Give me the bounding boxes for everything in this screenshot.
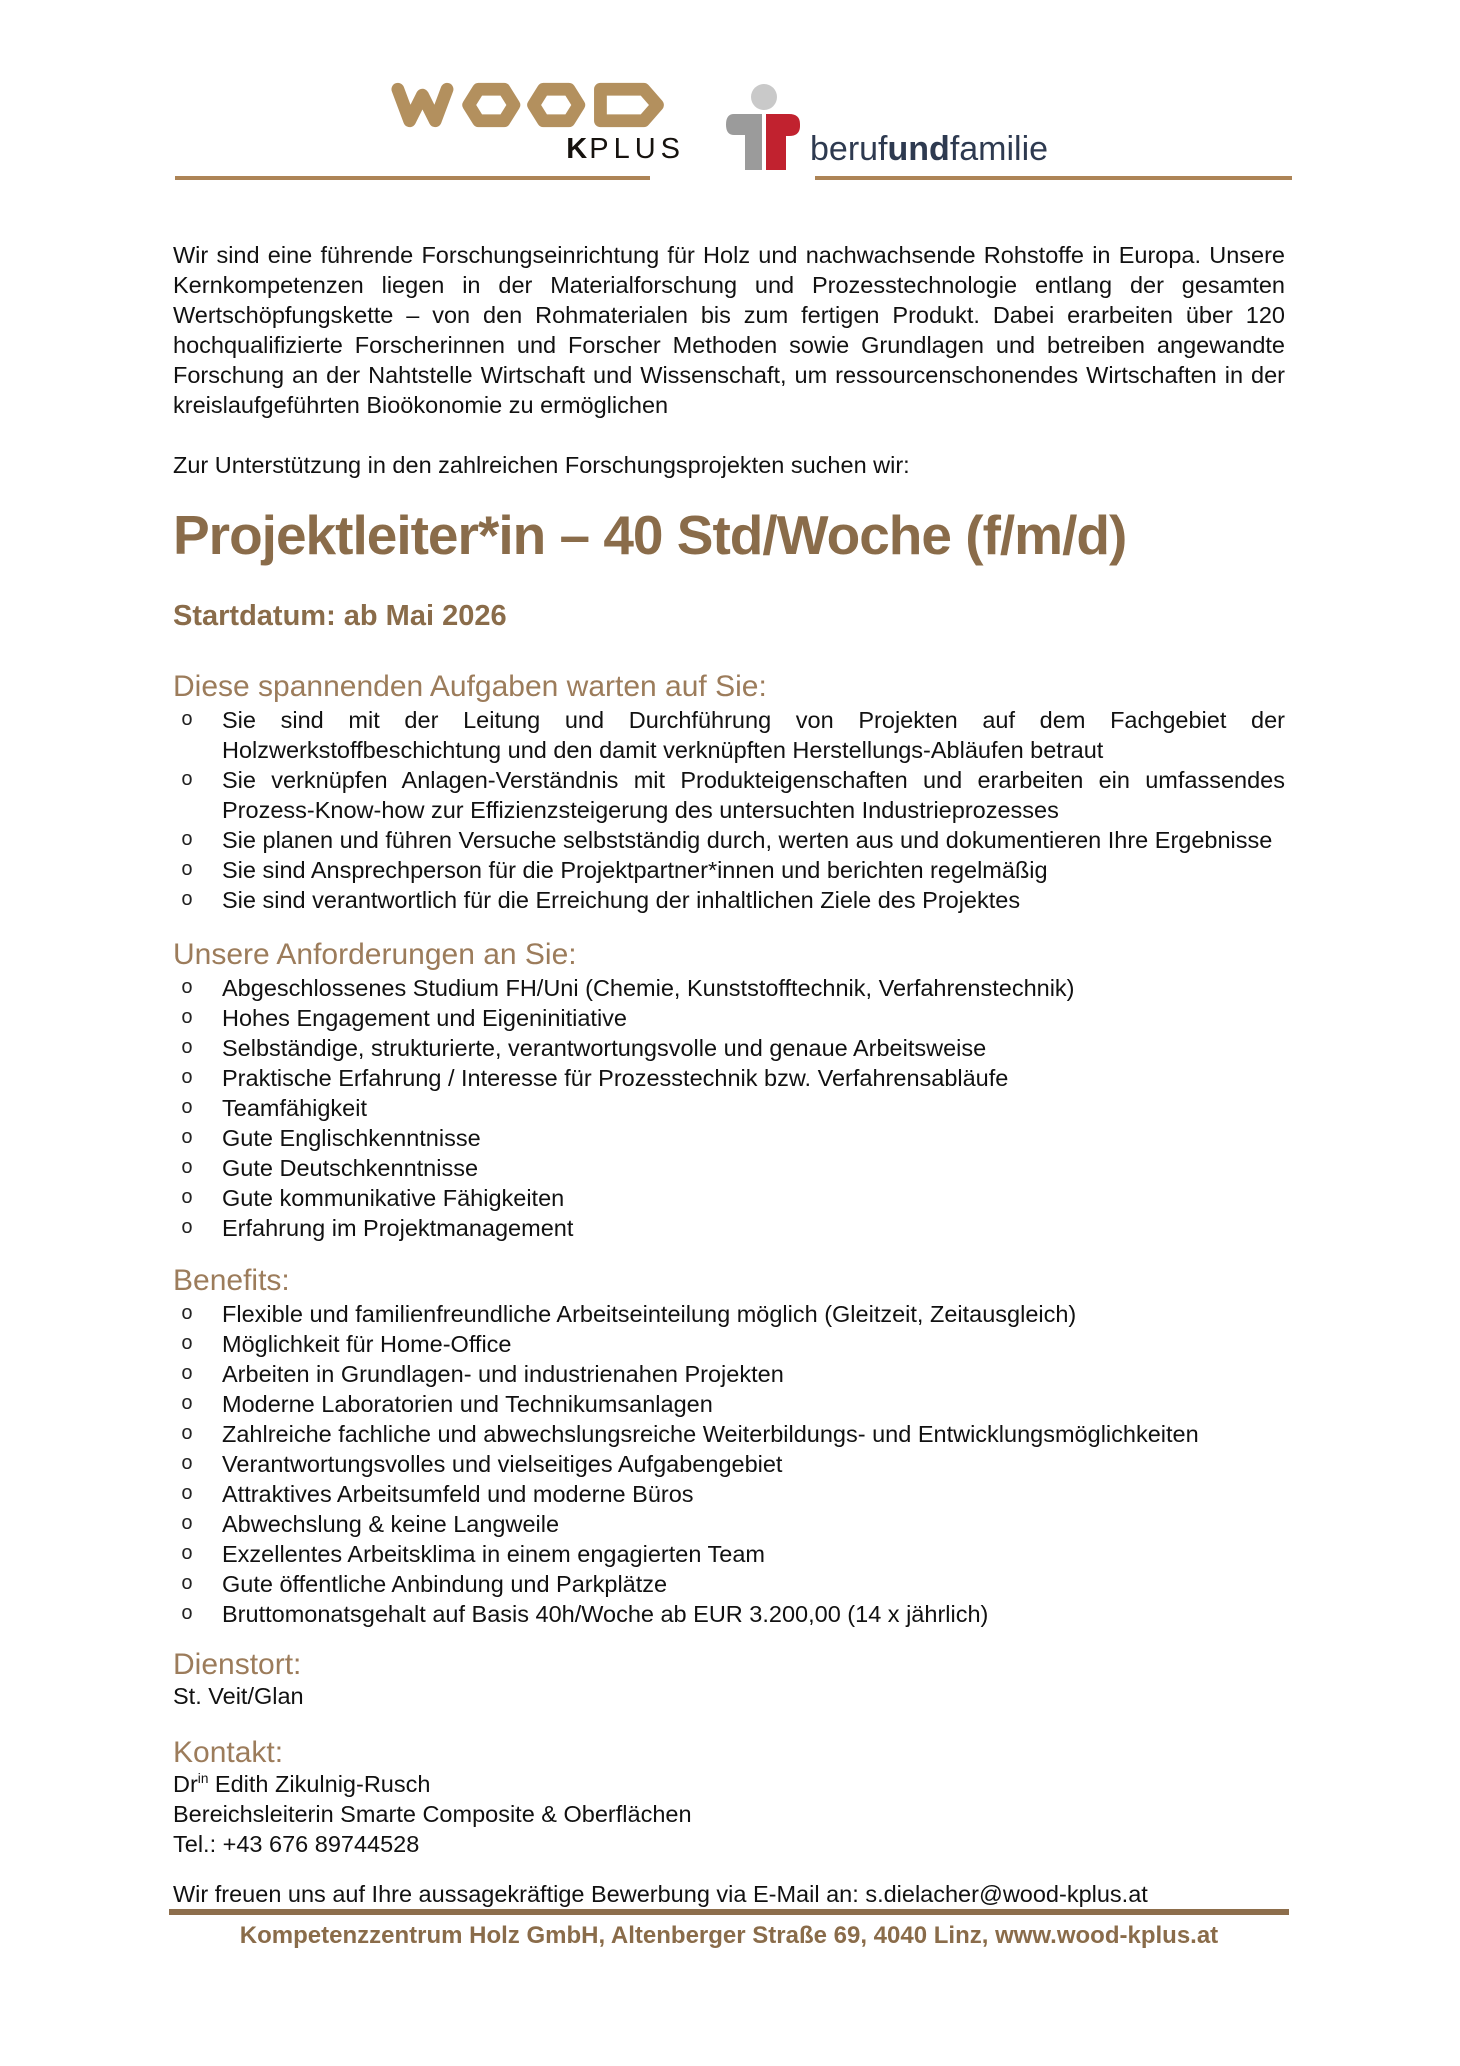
list-item (173, 855, 1285, 885)
footer-line (173, 1921, 1285, 1951)
list-item-text: Exzellentes Arbeitsklima in einem engagierten Team (222, 1540, 765, 1567)
list-item (173, 885, 1285, 915)
bullet-marker: o (181, 1362, 194, 1386)
section-heading-contact: Kontakt: (173, 1735, 284, 1769)
bullet-marker: o (181, 1096, 194, 1120)
location-value: St. Veit/Glan (173, 1682, 304, 1709)
section-heading-benefits: Benefits: (173, 1263, 290, 1297)
kplus-k: K (566, 133, 590, 165)
list-item (173, 1183, 1285, 1213)
list-item (173, 1213, 1285, 1243)
list-item (173, 1123, 1285, 1153)
list-item-text: Bruttomonatsgehalt auf Basis 40h/Woche ab EUR 3.200,00 (14 x jährlich) (222, 1600, 989, 1627)
list-item (173, 705, 1285, 765)
list-item (173, 1479, 1285, 1509)
footer-address: Kompetenzzentrum Holz GmbH, Altenberger Straße 69, 4040 Linz, (239, 1921, 996, 1949)
berufundfamilie-logo-text (810, 132, 1048, 170)
email-address[interactable]: s.dielacher@wood-kplus.at (865, 1880, 1148, 1907)
list-item-text: Sie sind mit der Leitung und Durchführung von Projekten auf dem Fachgebiet der Holzwerkstoffbeschichtung und den damit verknüpften Herstellungs-Abläufen betraut (222, 706, 1285, 763)
requirements-list (173, 973, 1285, 1243)
bullet-marker: o (181, 1422, 194, 1446)
bullet-marker: o (181, 1602, 194, 1626)
list-item (173, 1449, 1285, 1479)
closing-text: Wir freuen uns auf Ihre aussagekräftige Bewerbung via E-Mail an: (173, 1880, 866, 1907)
bullet-marker: o (181, 1572, 194, 1596)
bullet-marker: o (181, 828, 194, 852)
list-item-text: Gute Englischkenntnisse (222, 1124, 481, 1151)
benefits-list (173, 1299, 1285, 1629)
kplus-logo-text (390, 134, 685, 164)
header-rule-left (175, 176, 650, 180)
list-item-text: Flexible und familienfreundliche Arbeitseinteilung möglich (Gleitzeit, Zeitausgleich) (222, 1300, 1077, 1327)
bff-familie: familie (949, 130, 1049, 168)
berufundfamilie-logo (724, 84, 1048, 170)
list-item (173, 1359, 1285, 1389)
bullet-marker: o (181, 976, 194, 1000)
list-item-text: Arbeiten in Grundlagen- und industrienahen Projekten (222, 1360, 784, 1387)
list-item-text: Teamfähigkeit (222, 1094, 367, 1121)
document-content (173, 0, 1285, 1951)
bff-und: und (887, 130, 950, 168)
contact-name-superscript: in (197, 1771, 209, 1787)
list-item-text: Erfahrung im Projektmanagement (222, 1214, 574, 1241)
list-item (173, 825, 1285, 855)
intro-paragraph: Wir sind eine führende Forschungseinrichtung für Holz und nachwachsende Rohstoffe in Europa. Unsere Kernkompetenzen liegen in der Materialforschung und Prozesstechnologie entlang der gesamten Wertschöpfungskette – von den Rohmaterialen bis zum fertigen Produkt. Dabei erarbeiten über 120 hochqualifizierte Forscherinnen und Forscher Methoden sowie Grundlagen und betreiben angewandte Forschung an der Nahtstelle Wirtschaft und Wissenschaft, um ressourcenschonendes Wirtschaften in der kreislaufgeführten Bioökonomie zu ermöglichen (173, 242, 1285, 418)
list-item (173, 1569, 1285, 1599)
start-date: Startdatum: ab Mai 2026 (173, 599, 507, 632)
contact-name (173, 1769, 1285, 1799)
bullet-marker: o (181, 858, 194, 882)
list-item-text: Selbständige, strukturierte, verantwortungsvolle und genaue Arbeitsweise (222, 1034, 987, 1061)
list-item (173, 1329, 1285, 1359)
bullet-marker: o (181, 768, 194, 792)
list-item-text: Verantwortungsvolles und vielseitiges Aufgabengebiet (222, 1450, 783, 1477)
list-item-text: Moderne Laboratorien und Technikumsanlagen (222, 1390, 713, 1417)
bullet-marker: o (181, 708, 194, 732)
list-item (173, 1509, 1285, 1539)
list-item-text: Gute öffentliche Anbindung und Parkplätze (222, 1570, 668, 1597)
list-item-text: Hohes Engagement und Eigeninitiative (222, 1004, 627, 1031)
bullet-marker: o (181, 1332, 194, 1356)
list-item (173, 765, 1285, 825)
lead-in-line: Zur Unterstützung in den zahlreichen Forschungsprojekten suchen wir: (173, 452, 910, 478)
list-item (173, 1389, 1285, 1419)
list-item (173, 1093, 1285, 1123)
section-heading-requirements: Unsere Anforderungen an Sie: (173, 937, 577, 971)
list-item (173, 1153, 1285, 1183)
bullet-marker: o (181, 1302, 194, 1326)
footer-rule (169, 1909, 1289, 1915)
list-item-text: Sie verknüpfen Anlagen-Verständnis mit Produkteigenschaften und erarbeiten ein umfassendes Prozess-Know-how zur Effizienzsteigerung des untersuchten Industrieprozesses (222, 766, 1285, 823)
contact-name-title: Dr (173, 1770, 198, 1797)
list-item-text: Praktische Erfahrung / Interesse für Prozesstechnik bzw. Verfahrensabläufe (222, 1064, 1009, 1091)
bullet-marker: o (181, 1512, 194, 1536)
kplus-plus: PLUS (589, 133, 685, 165)
bullet-marker: o (181, 1186, 194, 1210)
list-item-text: Abwechslung & keine Langweile (222, 1510, 560, 1537)
list-item-text: Sie planen und führen Versuche selbstständig durch, werten aus und dokumentieren Ihre Ergebnisse (222, 826, 1273, 853)
bullet-marker: o (181, 1482, 194, 1506)
list-item (173, 1299, 1285, 1329)
header (173, 0, 1285, 180)
list-item-text: Attraktives Arbeitsumfeld und moderne Büros (222, 1480, 694, 1507)
contact-phone: Tel.: +43 676 89744528 (173, 1830, 420, 1857)
bullet-marker: o (181, 1542, 194, 1566)
list-item-text: Gute kommunikative Fähigkeiten (222, 1184, 565, 1211)
list-item-text: Sie sind Ansprechperson für die Projektpartner*innen und berichten regelmäßig (222, 856, 1048, 883)
bullet-marker: o (181, 1036, 194, 1060)
bullet-marker: o (181, 1126, 194, 1150)
bullet-marker: o (181, 1392, 194, 1416)
list-item-text: Möglichkeit für Home-Office (222, 1330, 512, 1357)
tasks-list (173, 705, 1285, 915)
bff-beruf: beruf (810, 130, 888, 168)
section-heading-location: Dienstort: (173, 1647, 302, 1681)
job-title: Projektleiter*in – 40 Std/Woche (f/m/d) (173, 504, 1127, 566)
list-item (173, 1033, 1285, 1063)
bullet-marker: o (181, 1006, 194, 1030)
contact-role: Bereichsleiterin Smarte Composite & Oberflächen (173, 1800, 692, 1827)
contact-name-rest: Edith Zikulnig-Rusch (208, 1770, 431, 1797)
list-item (173, 1063, 1285, 1093)
closing-line (173, 1879, 1285, 1909)
bullet-marker: o (181, 1452, 194, 1476)
list-item-text: Zahlreiche fachliche und abwechslungsreiche Weiterbildungs- und Entwicklungsmöglichkeiten (222, 1420, 1199, 1447)
wood-wordmark-icon (390, 82, 685, 128)
bullet-marker: o (181, 1066, 194, 1090)
footer-website-url[interactable]: www.wood-kplus.at (995, 1921, 1219, 1949)
bullet-marker: o (181, 1216, 194, 1240)
berufundfamilie-figure-icon (724, 84, 802, 170)
list-item (173, 1419, 1285, 1449)
list-item-text: Sie sind verantwortlich für die Erreichung der inhaltlichen Ziele des Projektes (222, 886, 1021, 913)
list-item-text: Abgeschlossenes Studium FH/Uni (Chemie, Kunststofftechnik, Verfahrenstechnik) (222, 974, 1075, 1001)
bullet-marker: o (181, 1156, 194, 1180)
list-item (173, 1599, 1285, 1629)
list-item (173, 1003, 1285, 1033)
bullet-marker: o (181, 888, 194, 912)
header-rule-right (815, 176, 1292, 180)
section-heading-tasks: Diese spannenden Aufgaben warten auf Sie: (173, 669, 767, 703)
list-item-text: Gute Deutschkenntnisse (222, 1154, 479, 1181)
list-item (173, 973, 1285, 1003)
wood-kplus-logo (390, 82, 685, 164)
list-item (173, 1539, 1285, 1569)
